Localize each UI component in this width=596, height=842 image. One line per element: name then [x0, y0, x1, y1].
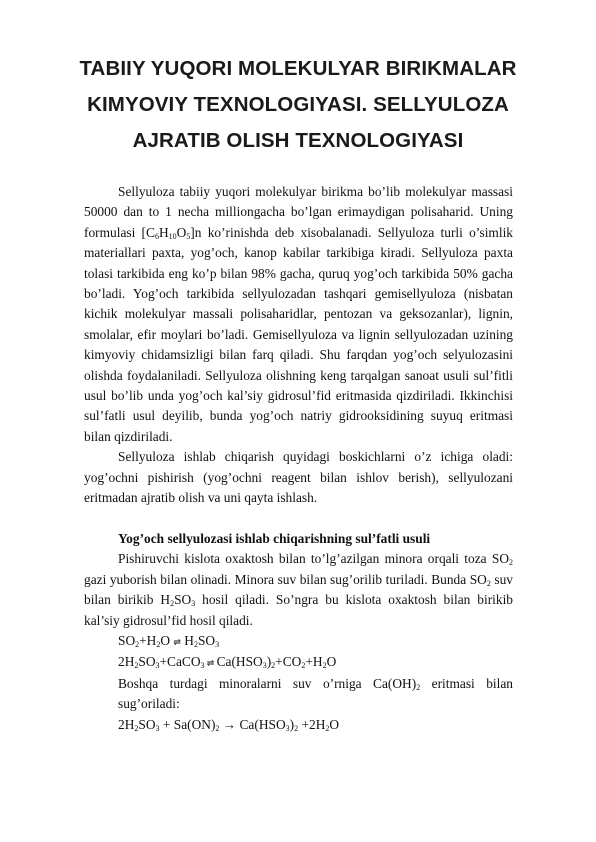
section-paragraph-2: Boshqa turdagi minoralarni suv o’rniga $Ca(OH)_2$ eritmasi bilan sug’oriladi: [118, 675, 513, 712]
document-body [84, 182, 513, 735]
intro-paragraph-1: Sellyuloza tabiiy yuqori molekulyar birikma bo’lib molekulyar massasi 50000 dan to 1 necha milliongacha bo’lgan erimaydigan polisaharid. Uning formulasi $[C_6H_{10}O_5]n$ ko’rinishda deb xisobalanadi. Sellyuloza turli o’simlik materiallari paxta, yog’och, kanop kabilar tarkibiga kiradi. Sellyuloza paxta tolasi tarkibida eng ko’p bilan 98% gacha, quruq yog’och tarkibida 50% gacha bo’ladi. Yog’och tarkibida sellyulozadan tashqari gemisellyuloza (nisbatan kichik molekulyar massali polisaharidlar, pentozan va geksozanlar), lignin, smolalar, efir moylari bo’ladi. Gemisellyuloza va lignin sellyulozadan uzining kimyoviy chidamsizligi bilan farq qiladi. Shu farqdan yog’och selyulozasini olishda foydalaniladi. Sellyuloza olishning keng tarqalgan sanoat usuli sul’fitli usul bo’lib unda yog’och kal’siy gidrosul’fid eritmasida qizdiriladi. Ikkinchisi sul’fatli usul deyilib, bunda yog’och natriy gidrooksidining suyuq eritmasi bilan qizdiriladi. [84, 184, 513, 444]
reaction-arrow-icon: → [219, 716, 240, 732]
page-title-line-1: TABIIY YUQORI MOLEKULYAR BIRIKMALAR [79, 57, 517, 80]
intro-paragraph-2: Sellyuloza ishlab chiqarish quyidagi boskichlarni o’z ichiga oladi: yog’ochni pishirish (yog’ochni reagent bilan ishlov berish), sellyulozani eritmadan ajratib olish va uni qayta ishlash. [84, 449, 513, 506]
page-title-line-3: AJRATIB OLISH TEXNOLOGIYASI [132, 129, 464, 152]
equation-1: $SO_2+H_2O$ ⇌ $H_2SO_3$ [118, 632, 220, 649]
equilibrium-arrow-icon: ⇌ [204, 658, 217, 669]
equilibrium-arrow-icon: ⇌ [173, 636, 181, 647]
equation-2: $2H_2SO_3+CaCO_3$ ⇌ $Ca(HSO_3)_2+CO_2+H_2O$ [118, 654, 337, 671]
page-title-line-2: KIMYOVIY TEXNOLOGIYASI. SELLYULOZA [87, 93, 509, 116]
equation-3: $2H_2SO_3 + Sa(ON)_2 \to Ca(HSO_3)_2 +2H_2O$ [118, 716, 340, 733]
section-heading: Yog’och sellyulozasi ishlab chiqarishning sul’fatli usuli [118, 530, 431, 546]
paragraph-gap [84, 509, 513, 529]
section-paragraph-1: Pishiruvchi kislota oxaktosh bilan to’lg’azilgan minora orqali toza $SO_2$ gazi yuborish bilan olinadi. Minora suv bilan sug’orilib turiladi. Bunda $SO_2$ suv bilan birikib $H_2SO_3$ hosil qiladi. So’ngra bu kislota oxaktosh bilan birikib kal’siy gidrosul’fid hosil qiladi. [84, 551, 514, 628]
